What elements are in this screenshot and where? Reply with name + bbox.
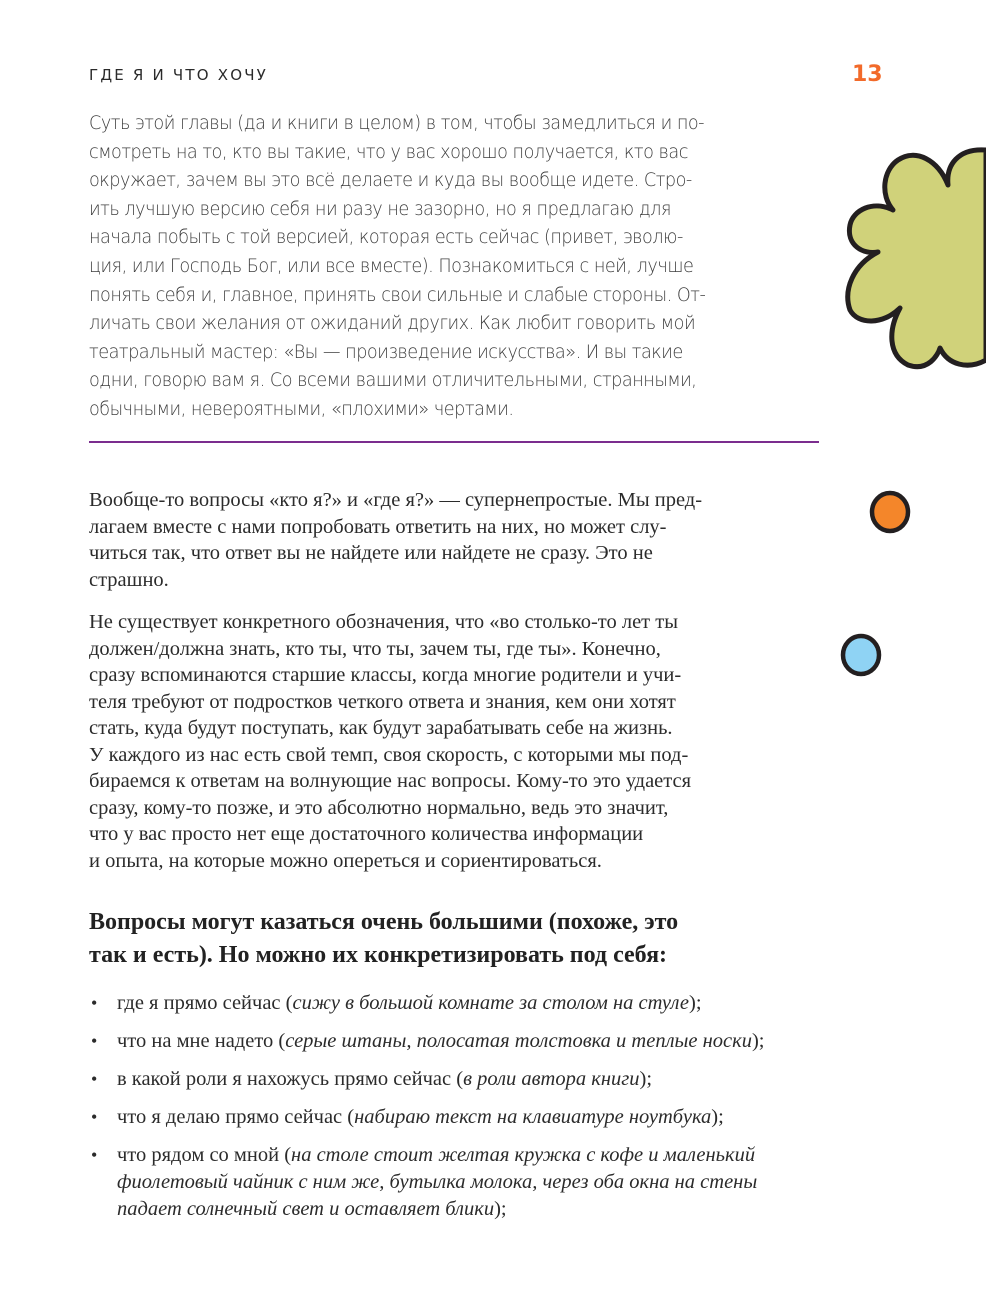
item-note: набираю текст на клавиатуре ноутбука <box>354 1106 712 1128</box>
heading-line: так и есть). Но можно их конкретизировать под себя: <box>89 942 668 968</box>
intro-line: Суть этой главы (да и книги в целом) в том, чтобы замедлиться и по- <box>89 113 705 134</box>
paragraph-line: Вообще-то вопросы «кто я?» и «где я?» — супернепростые. Мы пред- <box>89 489 703 511</box>
item-text: что на мне надето ( <box>117 1030 286 1052</box>
intro-paragraph <box>89 110 802 425</box>
item-note: сижу в большой комнате за столом на стуле <box>292 992 690 1014</box>
item-text: что я делаю прямо сейчас ( <box>117 1106 355 1128</box>
heading-line: Вопросы могут казаться очень большими (похоже, это <box>89 909 679 935</box>
body-paragraph-1 <box>89 487 829 593</box>
item-text: в какой роли я нахожусь прямо сейчас ( <box>117 1068 464 1090</box>
paragraph-line: и опыта, на которые можно опереться и сориентироваться. <box>89 849 602 872</box>
item-note-line <box>117 1196 829 1223</box>
bullet-icon: • <box>91 993 98 1013</box>
intro-line: понять себя и, главное, принять свои сильные и слабые стороны. От- <box>89 284 706 306</box>
running-head: ГДЕ Я И ЧТО ХОЧУ <box>89 66 269 84</box>
intro-line: ить лучшую версию себя ни разу не зазорно, но я предлагаю для <box>89 198 671 220</box>
section-divider <box>89 441 819 443</box>
item-text: где я прямо сейчас ( <box>117 992 293 1014</box>
paragraph-line: сразу, кому-то позже, и это абсолютно нормально, ведь это значит, <box>89 796 669 819</box>
item-end: ); <box>689 992 702 1014</box>
paragraph-line: должен/должна знать, кто ты, что ты, зачем ты, где ты». Конечно, <box>89 637 661 660</box>
paragraph-line: сразу вспоминаются старшие классы, когда многие родители и учи- <box>89 664 682 686</box>
item-note: в роли автора книги <box>463 1068 640 1090</box>
section-heading <box>89 906 829 972</box>
item-note-line: фиолетовый чайник с ним же, бутылка молока, через оба окна на стены <box>117 1171 758 1193</box>
paragraph-line: теля требуют от подростков четкого ответа и знания, кем они хотят <box>89 690 676 713</box>
intro-line: театральный мастер: «Вы — произведение искусства». И вы такие <box>89 341 683 363</box>
bullet-list <box>89 990 829 1234</box>
item-note: на столе стоит желтая кружка с кофе и маленький <box>291 1144 756 1166</box>
paragraph-line: У каждого из нас есть свой темп, своя скорость, с которыми мы под- <box>89 743 689 766</box>
paragraph-line: Не существует конкретного обозначения, что «во столько-то лет ты <box>89 611 678 633</box>
page-number: 13 <box>852 62 883 87</box>
intro-line: ция, или Господь Бог, или все вместе). Познакомиться с ней, лучше <box>89 255 694 277</box>
paragraph-line: бираемся к ответам на волнующие нас вопросы. Кому-то это удается <box>89 770 692 792</box>
blue-dot-icon <box>838 632 884 678</box>
item-note: серые штаны, полосатая толстовка и теплые носки <box>285 1030 752 1052</box>
paragraph-line: читься так, что ответ вы не найдете или найдете не сразу. Это не <box>89 542 653 564</box>
intro-line: одни, говорю вам я. Со всеми вашими отличительными, странными, <box>89 370 697 392</box>
item-note-text: падает солнечный свет и оставляет блики <box>117 1198 495 1220</box>
intro-line: окружает, зачем вы это всё делаете и куда вы вообще идете. Стро- <box>89 170 692 192</box>
paragraph-line: лагаем вместе с нами попробовать ответить на них, но может слу- <box>89 515 667 538</box>
list-item <box>89 1104 829 1131</box>
item-end: ); <box>639 1068 653 1090</box>
intro-line: смотреть на то, кто вы такие, что у вас хорошо получается, кто вас <box>89 141 688 163</box>
item-end: ); <box>751 1030 765 1052</box>
list-item <box>89 1028 829 1055</box>
bullet-icon: • <box>91 1031 98 1051</box>
list-item <box>89 1066 829 1093</box>
orange-dot-icon <box>867 489 913 535</box>
intro-line: обычными, невероятными, «плохими» чертами. <box>89 398 514 420</box>
body-paragraph-2 <box>89 609 829 874</box>
bullet-icon: • <box>91 1069 98 1089</box>
list-item <box>89 1142 829 1223</box>
intro-line: личать свои желания от ожиданий других. Как любит говорить мой <box>89 313 696 335</box>
flower-icon <box>838 140 986 370</box>
item-end: ); <box>494 1198 507 1220</box>
list-item <box>89 990 829 1017</box>
paragraph-line: что у вас просто нет еще достаточного количества информации <box>89 823 644 845</box>
item-end: ); <box>711 1106 724 1128</box>
bullet-icon: • <box>91 1145 98 1165</box>
bullet-icon: • <box>91 1107 98 1127</box>
intro-line: начала побыть с той версией, которая есть сейчас (привет, эволю- <box>89 227 683 249</box>
paragraph-line: страшно. <box>89 568 169 591</box>
paragraph-line: стать, куда будут поступать, как будут зарабатывать себе на жизнь. <box>89 717 673 739</box>
item-text: что рядом со мной ( <box>117 1144 292 1166</box>
